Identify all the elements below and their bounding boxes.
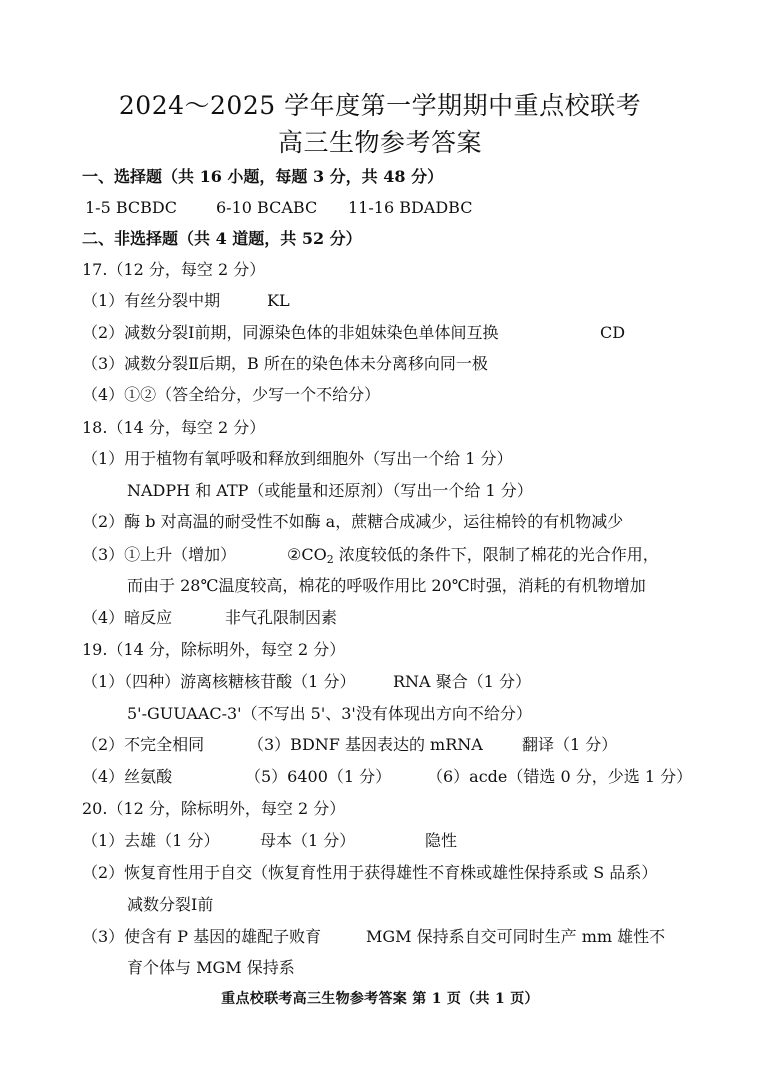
- q18-answer-3b: $②CO_2$ 浓度较低的条件下，限制了棉花的光合作用，: [287, 545, 659, 566]
- q17-answer-4: （4）①②（答全给分，少写一个不给分）: [82, 385, 381, 404]
- q19-answer-3: （3）BDNF 基因表达的 mRNA: [248, 735, 483, 754]
- q17-answer-1b: KL: [267, 291, 290, 310]
- section2-heading: 二、非选择题（共 4 道题，共 52 分）: [82, 229, 362, 248]
- section1-heading: 一、选择题（共 16 小题，每题 3 分，共 48 分）: [82, 167, 444, 186]
- q20-answer-3c: 育个体与 MGM 保持系: [127, 958, 295, 977]
- q18-answer-1: （1）用于植物有氧呼吸和释放到细胞外（写出一个给 1 分）: [82, 449, 513, 468]
- answers-6-10: 6-10 BCABC: [216, 198, 318, 217]
- q20-answer-3: （3）使含有 P 基因的雄配子败育: [82, 927, 322, 946]
- answers-11-16: 11-16 BDADBC: [348, 198, 473, 217]
- q18-answer-2: （2）酶 b 对高温的耐受性不如酶 a，蔗糖合成减少，运往棉铃的有机物减少: [82, 512, 624, 531]
- q20-answer-2: （2）恢复育性用于自交（恢复育性用于获得雄性不育株或雄性保持系或 S 品系）: [82, 863, 658, 882]
- q19-heading: 19.（14 分，除标明外，每空 2 分）: [82, 640, 346, 659]
- q19-answer-2: （2）不完全相同: [82, 735, 205, 754]
- q17-answer-2b: CD: [600, 323, 626, 342]
- q20-answer-3b: MGM 保持系自交可同时生产 mm 雄性不: [366, 927, 666, 946]
- q20-answer-2b: 减数分裂Ⅰ前: [127, 895, 214, 914]
- answers-1-5: 1-5 BCBDC: [85, 198, 177, 217]
- q17-heading: 17.（12 分，每空 2 分）: [82, 260, 266, 279]
- q17-answer-1: （1）有丝分裂中期: [82, 291, 221, 310]
- page-footer: 重点校联考高三生物参考答案 第 1 页（共 1 页）: [221, 991, 539, 1007]
- q19-answer-1: （1）（四种）游离核糖核苷酸（1 分）: [82, 672, 356, 691]
- q19-answer-1b: RNA 聚合（1 分）: [393, 672, 531, 691]
- q18-answer-3c: 而由于 28℃温度较高，棉花的呼吸作用比 20℃时强，消耗的有机物增加: [127, 576, 646, 595]
- q20-answer-1b: 母本（1 分）: [260, 831, 356, 850]
- q20-answer-1: （1）去雄（1 分）: [82, 831, 220, 850]
- q19-answer-6: （6）acde（错选 0 分，少选 1 分）: [427, 767, 693, 786]
- q18-answer-4b: 非气孔限制因素: [225, 608, 338, 627]
- document-subtitle: 高三生物参考答案: [277, 128, 482, 157]
- q18-answer-4: （4）暗反应: [82, 608, 173, 627]
- q19-answer-5: （5）6400（1 分）: [245, 767, 392, 786]
- q18-answer-1b: NADPH 和 ATP（或能量和还原剂）（写出一个给 1 分）: [127, 481, 533, 500]
- q19-answer-4: （4）丝氨酸: [82, 767, 173, 786]
- q19-answer-1c: 5'-GUUAAC-3'（不写出 5'、3'没有体现出方向不给分）: [127, 704, 532, 723]
- q18-answer-3a: （3）①上升（增加）: [82, 545, 237, 564]
- q20-answer-1c: 隐性: [425, 831, 458, 850]
- q17-answer-2: （2）减数分裂Ⅰ前期，同源染色体的非姐妹染色单体间互换: [82, 323, 499, 342]
- q18-heading: 18.（14 分，每空 2 分）: [82, 418, 266, 437]
- q17-answer-3: （3）减数分裂Ⅱ后期，B 所在的染色体未分离移向同一极: [82, 354, 488, 373]
- q19-answer-3b: 翻译（1 分）: [522, 735, 618, 754]
- q20-heading: 20.（12 分，除标明外，每空 2 分）: [82, 799, 346, 818]
- document-title: 2024～2025 学年度第一学期期中重点校联考: [118, 91, 642, 120]
